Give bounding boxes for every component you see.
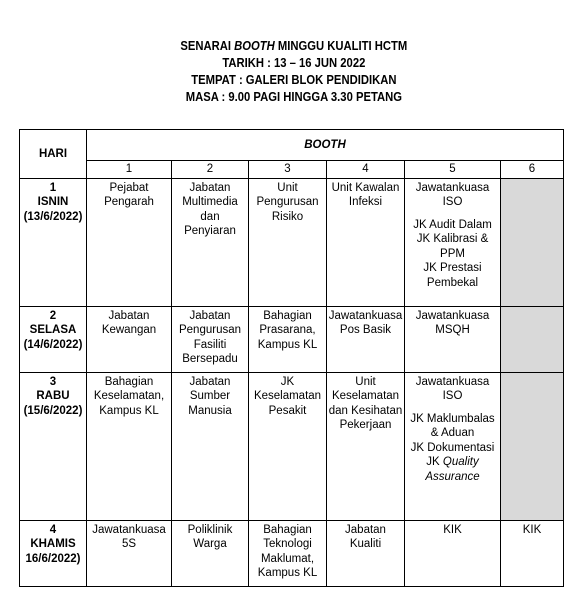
booth-entry: Jawatankuasa ISO	[415, 181, 490, 208]
booth-header: BOOTH	[87, 130, 564, 161]
booth-cell: Jabatan Kewangan	[87, 306, 172, 372]
booth-cell: Jabatan Kualiti	[327, 520, 405, 586]
document-header	[0, 38, 573, 106]
table-header-row	[20, 130, 564, 161]
day-date: (14/6/2022)	[23, 338, 83, 351]
booth-cell: Bahagian Keselamatan, Kampus KL	[87, 372, 172, 520]
booth-cell: Jabatan Multimedia dan Penyiaran	[172, 178, 249, 306]
booth-entry-emphasis: Quality Assurance	[425, 456, 480, 483]
booth-cell: Pejabat Pengarah	[87, 178, 172, 306]
booth-cell: JK Keselamatan Pesakit	[249, 372, 327, 520]
title-emphasis: BOOTH	[234, 39, 275, 53]
booth-entry-prefix: JK	[426, 456, 443, 468]
title	[0, 38, 573, 55]
booth-cell: Jabatan Sumber Manusia	[172, 372, 249, 520]
day-name: RABU	[36, 390, 70, 402]
booth-cell: KIK	[501, 520, 564, 586]
booth-number: 6	[501, 161, 564, 179]
booth-cell: Jawatankuasa MSQH	[405, 306, 501, 372]
hari-header: HARI	[20, 130, 87, 179]
place-line: TEMPAT : GALERI BLOK PENDIDIKAN	[191, 73, 397, 87]
booth-cell: KIK	[405, 520, 501, 586]
booth-entry: JK Prestasi Pembekal	[423, 262, 482, 289]
booth-entry: JK Maklumbalas & Aduan	[410, 412, 495, 439]
booth-cell: Unit Pengurusan Risiko	[249, 178, 327, 306]
booth-cell: Jabatan Pengurusan Fasiliti Bersepadu	[172, 306, 249, 372]
booth-cell	[405, 178, 501, 306]
booth-schedule-table	[19, 129, 564, 587]
day-name: KHAMIS	[30, 538, 76, 550]
day-date: (15/6/2022)	[23, 404, 83, 417]
title-suffix: MINGGU KUALITI HCTM	[274, 39, 408, 53]
booth-cell: Poliklinik Warga	[172, 520, 249, 586]
day-name: ISNIN	[37, 196, 69, 208]
booth-cell: Unit Keselamatan dan Kesihatan Pekerjaan	[327, 372, 405, 520]
booth-number: 1	[87, 161, 172, 179]
booth-cell: Jawatankuasa Pos Basik	[327, 306, 405, 372]
table-row	[20, 178, 564, 306]
booth-cell-empty	[501, 178, 564, 306]
booth-cell-empty	[501, 306, 564, 372]
booth-entry: JK Audit Dalam	[413, 218, 492, 231]
booth-cell: Unit Kawalan Infeksi	[327, 178, 405, 306]
booth-entry: JK Dokumentasi	[410, 441, 495, 454]
day-name: SELASA	[29, 324, 77, 336]
day-number: 1	[49, 181, 57, 194]
day-cell	[20, 178, 87, 306]
date-line: TARIKH : 13 – 16 JUN 2022	[222, 56, 366, 70]
day-number: 3	[49, 375, 57, 388]
booth-number: 3	[249, 161, 327, 179]
day-cell	[20, 372, 87, 520]
booth-entry-quality	[406, 455, 499, 484]
booth-entry: JK Kalibrasi & PPM	[416, 233, 489, 260]
day-date: 16/6/2022)	[25, 552, 81, 565]
booth-cell-empty	[501, 372, 564, 520]
booth-number-row	[20, 161, 564, 179]
booth-cell: Bahagian Teknologi Maklumat, Kampus KL	[249, 520, 327, 586]
day-number: 2	[49, 309, 57, 322]
table-row	[20, 372, 564, 520]
day-cell	[20, 520, 87, 586]
day-cell	[20, 306, 87, 372]
booth-cell: Bahagian Prasarana, Kampus KL	[249, 306, 327, 372]
booth-cell: Jawatankuasa 5S	[87, 520, 172, 586]
booth-entry: Jawatankuasa ISO	[415, 375, 490, 402]
time-line: MASA : 9.00 PAGI HINGGA 3.30 PETANG	[185, 90, 402, 104]
title-prefix: SENARAI	[180, 39, 235, 53]
booth-number: 5	[405, 161, 501, 179]
day-number: 4	[49, 523, 57, 536]
booth-cell	[405, 372, 501, 520]
day-date: (13/6/2022)	[23, 210, 83, 223]
table-row	[20, 520, 564, 586]
booth-number: 2	[172, 161, 249, 179]
booth-number: 4	[327, 161, 405, 179]
table-row	[20, 306, 564, 372]
